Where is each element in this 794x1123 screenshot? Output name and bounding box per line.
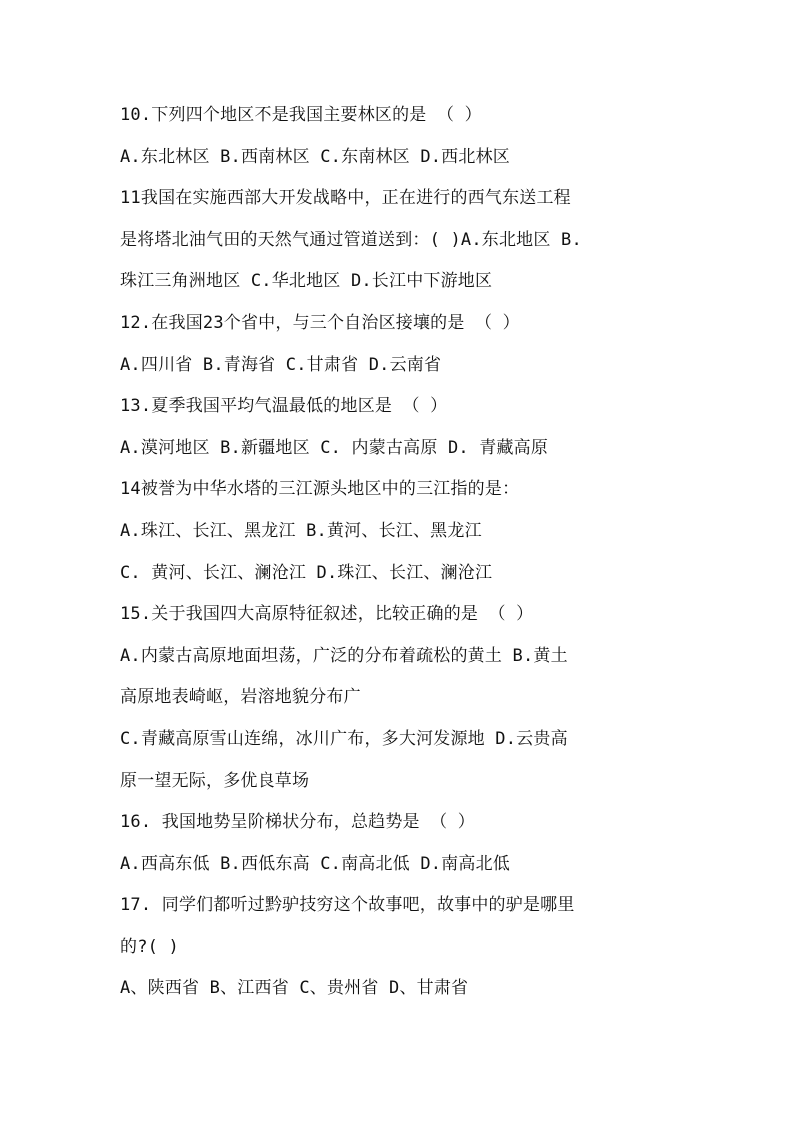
question-15-option-a: A.内蒙古高原地面坦荡，广泛的分布着疏松的黄土 B.黄土 (120, 645, 568, 666)
question-14: 14被誉为中华水塔的三江源头地区中的三江指的是： (120, 479, 520, 500)
question-10: 10.下列四个地区不是我国主要林区的是 （ ） (120, 105, 482, 125)
question-13-options: A.漠河地区 B.新疆地区 C. 内蒙古高原 D. 青藏高原 (120, 437, 549, 458)
question-11-line-3: 珠江三角洲地区 C.华北地区 D.长江中下游地区 (120, 271, 493, 292)
question-16: 16. 我国地势呈阶梯状分布，总趋势是 （ ） (120, 812, 476, 833)
question-13: 13.夏季我国平均气温最低的地区是 （ ） (120, 396, 448, 417)
question-17-line-2: 的?( ) (120, 936, 179, 957)
question-14-options-ab: A.珠江、长江、黑龙江 B.黄河、长江、黑龙江 (120, 520, 482, 541)
question-15-option-c: C.青藏高原雪山连绵，冰川广布，多大河发源地 D.云贵高 (120, 728, 568, 749)
question-11-line-2: 是将塔北油气田的天然气通过管道送到：( )A.东北地区 B. (120, 229, 582, 250)
question-15-option-b-cont: 高原地表崎岖，岩溶地貌分布广 (120, 687, 361, 708)
question-15-option-d-cont: 原一望无际，多优良草场 (120, 770, 310, 791)
question-16-options: A.西高东低 B.西低东高 C.南高北低 D.南高北低 (120, 853, 510, 874)
question-14-options-cd: C. 黄河、长江、澜沧江 D.珠江、长江、澜沧江 (120, 562, 493, 583)
question-12: 12.在我国23个省中，与三个自治区接壤的是 （ ） (120, 312, 520, 333)
question-12-options: A.四川省 B.青海省 C.甘肃省 D.云南省 (120, 354, 442, 375)
question-17-options: A、陕西省 B、江西省 C、贵州省 D、甘肃省 (120, 978, 469, 999)
question-10-options: A.东北林区 B.西南林区 C.东南林区 D.西北林区 (120, 146, 510, 167)
question-17-line-1: 17. 同学们都听过黔驴技穷这个故事吧，故事中的驴是哪里 (120, 895, 575, 916)
question-text-block (120, 95, 690, 1010)
question-11-line-1: 11我国在实施西部大开发战略中，正在进行的西气东送工程 (120, 188, 571, 209)
question-15: 15.关于我国四大高原特征叙述，比较正确的是 （ ） (120, 604, 534, 625)
